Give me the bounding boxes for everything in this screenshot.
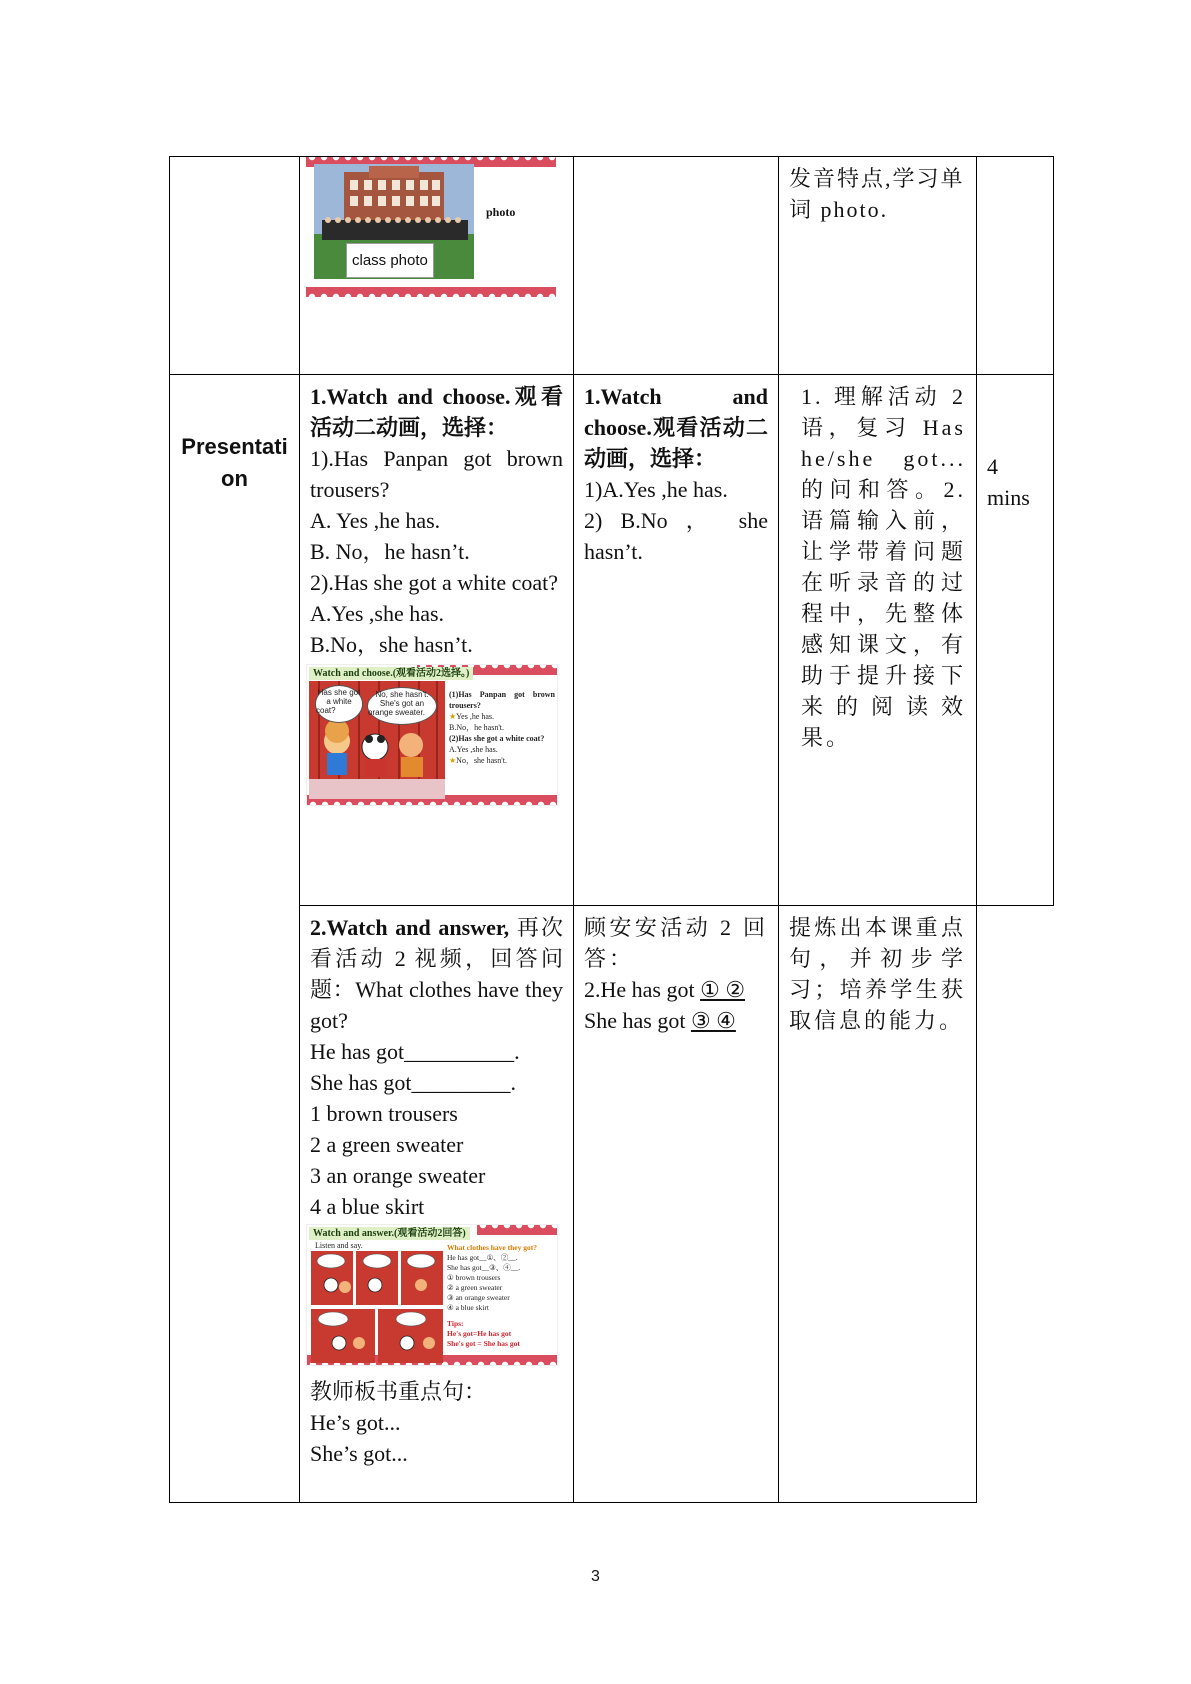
- watch-choose-slide: [306, 664, 558, 806]
- class-photo-caption: class photo: [346, 243, 434, 278]
- text-line: B.No，she hasn’t.: [310, 632, 473, 657]
- purpose-text: 提炼出本课重点句，并初步学习；培养学生获取信息的能力。: [789, 915, 966, 1033]
- photo-word-overlay: photo: [486, 205, 516, 219]
- purpose-cell: [779, 906, 977, 1503]
- text-line: A. Yes ,he has.: [310, 508, 441, 533]
- table-row: [170, 375, 1054, 906]
- table-row: [170, 906, 1054, 1503]
- lesson-plan-table: [169, 156, 1054, 1503]
- activity-title: 1.Watch and choose.: [310, 384, 511, 409]
- student-activity-cell: [574, 375, 779, 906]
- star-icon: ★: [449, 712, 457, 721]
- board-line: She’s got...: [310, 1441, 408, 1466]
- star-icon: ★: [449, 756, 457, 765]
- speech-bubble: No, she hasn't. She's got an orange sweater.: [367, 687, 437, 725]
- activity-title-cn: 再次看活动 2 视频，回答问题：What clothes have they got?: [310, 915, 564, 1033]
- activity-title-cn: 观看活动二动画，选择：: [584, 415, 768, 471]
- slide-title: Watch and answer.(观看活动2回答): [309, 1227, 470, 1240]
- slide-answer-text: What clothes have they got? He has got__①、②__. She has got__③、④__. ① brown trousers ② a green sweater ③ an orange sweater ④ a blue skirt Tips: He's got=He has got She's got = She has got: [447, 1243, 537, 1348]
- stage-cell: [170, 157, 300, 375]
- activity-title: 1.Watch and choose.: [584, 384, 768, 440]
- text-line: 1 brown trousers: [310, 1101, 458, 1126]
- purpose-text: 1. 理解活动 2 语，复习 Has he/she got... 的问和答。2. 语篇输入前，让学带着问题在听录音的过程中，先整体感知课文，有助于提升接下来的阅读效果。: [801, 384, 966, 750]
- page-number: 3: [591, 1568, 600, 1585]
- text-line: She has got: [584, 1008, 686, 1033]
- text-line: She has got_________.: [310, 1070, 516, 1095]
- text-line: 2.He has got: [584, 977, 695, 1002]
- watch-answer-slide: [306, 1224, 558, 1366]
- text-line: 4 a blue skirt: [310, 1194, 425, 1219]
- text-line: 1)A.Yes ,he has.: [584, 477, 728, 502]
- text-line: A.Yes ,she has.: [310, 601, 445, 626]
- time-cell: [977, 375, 1054, 906]
- listen-label: Listen and say.: [315, 1241, 363, 1250]
- table-row: [170, 157, 1054, 375]
- slide-title: Watch and choose.(观看活动2选择。): [309, 667, 473, 680]
- teacher-activity-cell: [300, 157, 574, 375]
- purpose-cell: [779, 375, 977, 906]
- activity-title: 2.Watch and answer,: [310, 915, 510, 940]
- time-text: 4 mins: [987, 454, 1030, 510]
- text-line: He has got__________.: [310, 1039, 520, 1064]
- text-line: 2).Has she got a white coat?: [310, 570, 559, 595]
- stage-cell: [170, 375, 300, 1503]
- speech-bubble: Has she got a white coat?: [315, 685, 363, 723]
- student-activity-cell: [574, 906, 779, 1503]
- student-intro: 顾安安活动 2 回答：: [584, 915, 768, 971]
- board-label: 教师板书重点句：: [310, 1379, 487, 1404]
- purpose-line: 发音特点,学习单: [789, 166, 965, 191]
- purpose-line: 词 photo.: [789, 197, 889, 222]
- text-line: 2 a green sweater: [310, 1132, 464, 1157]
- time-cell: [977, 157, 1054, 375]
- stage-label: Presentation: [181, 434, 288, 491]
- answer-mark: ③ ④: [690, 1008, 736, 1033]
- text-line: B. No，he hasn’t.: [310, 539, 470, 564]
- answer-mark: ① ②: [700, 977, 746, 1002]
- comic-panels: [311, 1251, 443, 1363]
- text-line: 2) B.No ， she hasn’t.: [584, 508, 768, 564]
- class-photo-slide: [306, 157, 556, 297]
- text-line: 3 an orange sweater: [310, 1163, 486, 1188]
- activity-title-cn: 观看活动二动画，选择：: [310, 384, 563, 440]
- board-line: He’s got...: [310, 1410, 401, 1435]
- teacher-activity-cell: [300, 906, 574, 1503]
- student-activity-cell: [574, 157, 779, 375]
- purpose-cell: [779, 157, 977, 375]
- slide-questions: (1)Has Panpan got brown trousers? ★Yes ,he has. B.No，he hasn't. (2)Has she got a white coat? A.Yes ,she has. ★No，she hasn't.: [449, 690, 555, 765]
- teacher-activity-cell: [300, 375, 574, 906]
- text-line: 1).Has Panpan got brown trousers?: [310, 446, 563, 502]
